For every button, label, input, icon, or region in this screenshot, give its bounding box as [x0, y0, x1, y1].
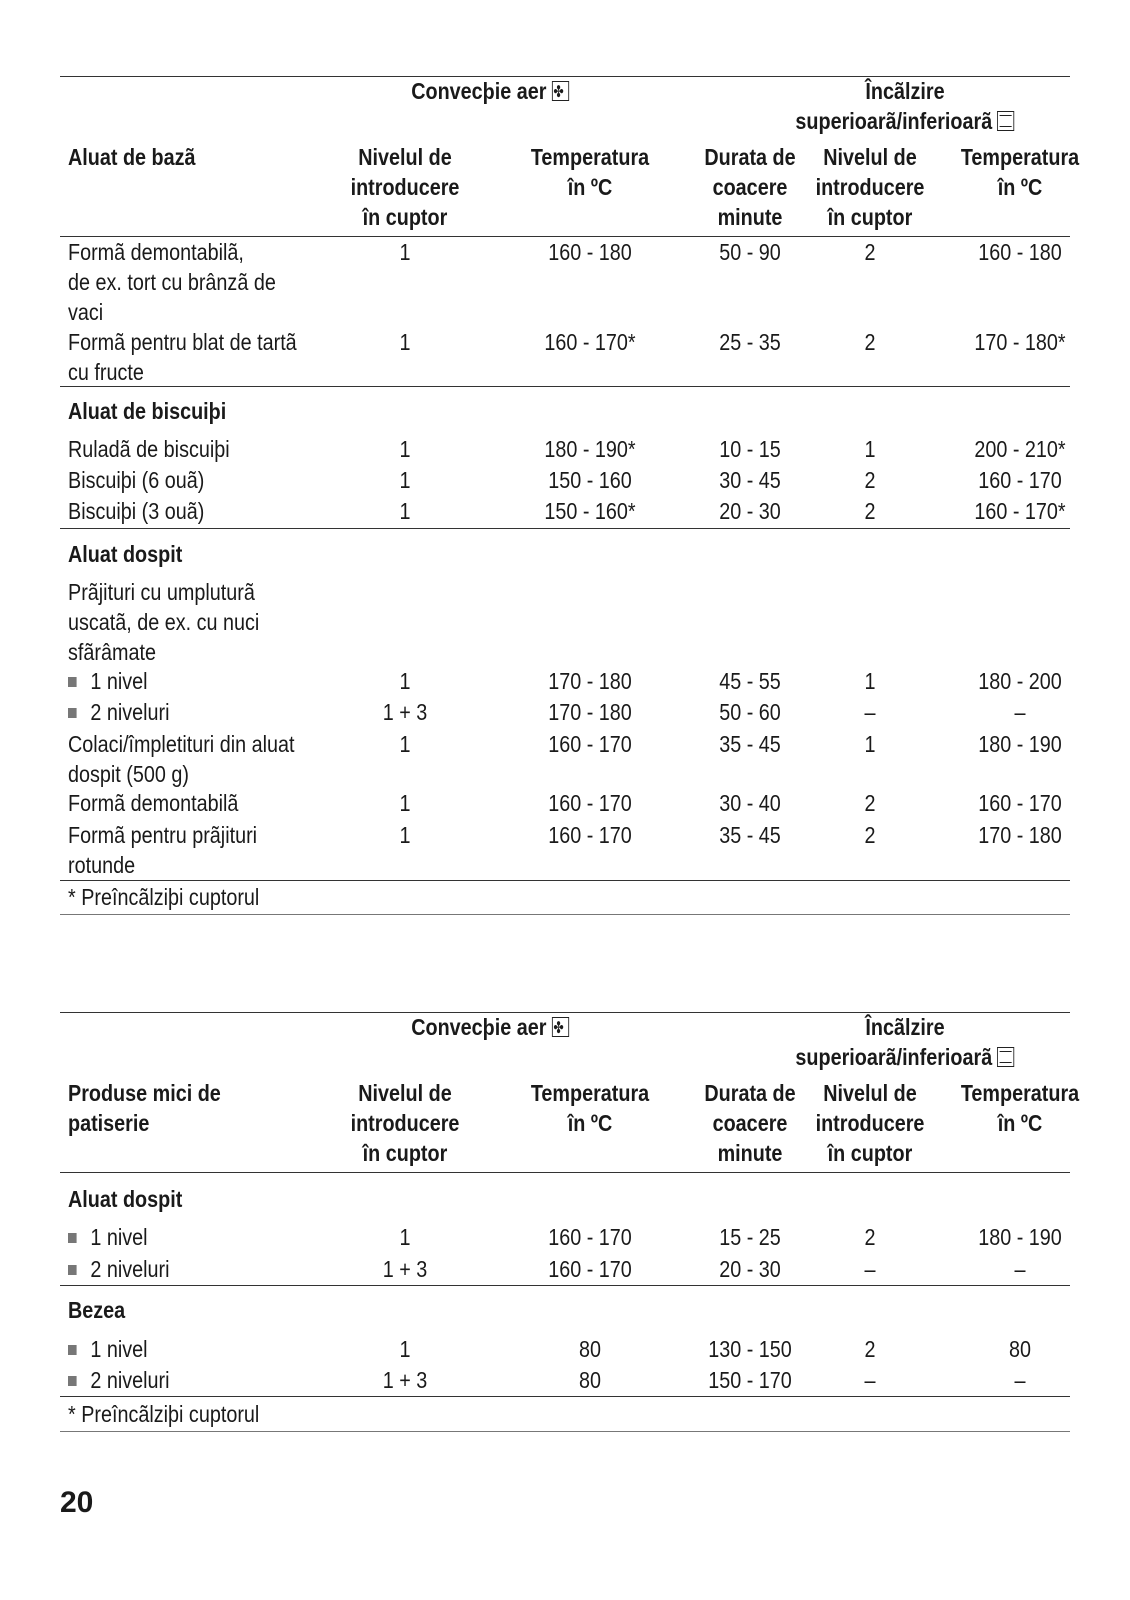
cell: 180 - 200: [978, 668, 1062, 694]
cell: 1: [399, 498, 411, 524]
cell: 130 - 150: [708, 1336, 792, 1362]
topbottom-header: [780, 76, 1029, 136]
cell: 20 - 30: [719, 1256, 781, 1282]
cell: 50 - 90: [719, 239, 781, 265]
topbottom-label-1: Încãlzire: [865, 1014, 945, 1040]
cell: 2: [864, 790, 876, 816]
fan-icon: [552, 1017, 569, 1037]
row-label: 1 nivel: [90, 1224, 148, 1250]
section-title: Aluat dospit: [68, 541, 183, 567]
cell: 1: [399, 1224, 411, 1250]
bullet-icon: [68, 708, 77, 718]
cell: 1 + 3: [382, 1256, 428, 1282]
level-header: Nivelul de introducere în cuptor: [350, 1080, 460, 1166]
footnote: * Preîncãlziþi cuptorul: [68, 884, 260, 910]
cell: 1: [864, 731, 876, 757]
cell: –: [1014, 699, 1026, 725]
cell: 45 - 55: [719, 668, 781, 694]
cell: –: [1014, 1367, 1026, 1393]
cell: –: [864, 1256, 876, 1282]
footnote-rule: [60, 1396, 1070, 1397]
cell: 25 - 35: [719, 329, 781, 355]
section-rule: [60, 1285, 1070, 1286]
convection-label: Convecþie aer: [411, 78, 547, 104]
cell: 1: [399, 467, 411, 493]
topbottom-header: [780, 1012, 1029, 1072]
temp-header-2: Temperatura în ºC: [960, 144, 1080, 200]
fan-icon: [552, 81, 569, 101]
cell: 160 - 170: [978, 790, 1062, 816]
section-rule: [60, 528, 1070, 529]
bullet-icon: [68, 1376, 77, 1386]
cell: 150 - 170: [708, 1367, 792, 1393]
cell: 1: [399, 1336, 411, 1362]
table1-title: Aluat de bazã: [68, 144, 196, 170]
cell: 160 - 170: [548, 822, 632, 848]
cell: 50 - 60: [719, 699, 781, 725]
cell: 2: [864, 498, 876, 524]
table-bottom-rule: [60, 914, 1070, 915]
top-bottom-heat-icon: [997, 111, 1014, 131]
cell: 170 - 180*: [974, 329, 1066, 355]
cell: 160 - 170: [548, 1256, 632, 1282]
cell: 1 + 3: [382, 699, 428, 725]
row-label: Formã demontabilã, de ex. tort cu brânzã de vaci: [68, 239, 276, 325]
cell: 160 - 180: [548, 239, 632, 265]
cell: 2: [864, 822, 876, 848]
cell: 150 - 160*: [544, 498, 636, 524]
cell: 1: [399, 329, 411, 355]
table2-title: Produse mici de patiserie: [68, 1080, 221, 1136]
cell: 1: [399, 822, 411, 848]
bullet-icon: [68, 677, 77, 687]
section-title: Aluat de biscuiþi: [68, 398, 227, 424]
convection-header: [378, 1012, 602, 1042]
cell: 80: [1008, 1336, 1032, 1362]
cell: 80: [578, 1336, 602, 1362]
cell: 160 - 170*: [544, 329, 636, 355]
cell: 2: [864, 467, 876, 493]
row-label: Formã demontabilã: [68, 790, 239, 816]
footnote: * Preîncãlziþi cuptorul: [68, 1401, 260, 1427]
cell: 1: [399, 668, 411, 694]
cell: 160 - 170: [548, 1224, 632, 1250]
cell: 35 - 45: [719, 822, 781, 848]
cell: 180 - 190*: [544, 436, 636, 462]
bullet-icon: [68, 1345, 77, 1355]
row-label: Ruladã de biscuiþi: [68, 436, 230, 462]
cell: 160 - 170: [548, 731, 632, 757]
cell: –: [864, 699, 876, 725]
section-rule: [60, 386, 1070, 387]
cell: 200 - 210*: [974, 436, 1066, 462]
cell: 1 + 3: [382, 1367, 428, 1393]
row-label: Prãjituri cu umpluturã uscatã, de ex. cu nuci sfãrâmate: [68, 579, 260, 665]
header-rule: [60, 1172, 1070, 1173]
row-label: 1 nivel: [90, 668, 148, 694]
row-label: Biscuiþi (3 ouã): [68, 498, 205, 524]
page-number: 20: [60, 1486, 94, 1519]
cell: 2: [864, 1224, 876, 1250]
cell: 15 - 25: [719, 1224, 781, 1250]
cell: –: [1014, 1256, 1026, 1282]
cell: 1: [399, 436, 411, 462]
row-label: Biscuiþi (6 ouã): [68, 467, 205, 493]
topbottom-label-2: superioarã/inferioarã: [795, 108, 993, 134]
section-title: Bezea: [68, 1297, 126, 1323]
row-label: 2 niveluri: [90, 1256, 170, 1282]
section-title: Aluat dospit: [68, 1186, 183, 1212]
cell: 170 - 180: [548, 699, 632, 725]
topbottom-label-1: Încãlzire: [865, 78, 945, 104]
top-bottom-heat-icon: [997, 1047, 1014, 1067]
cell: 170 - 180: [548, 668, 632, 694]
temp-header-2: Temperatura în ºC: [960, 1080, 1080, 1136]
level-header-2: Nivelul de introducere în cuptor: [815, 144, 925, 230]
bullet-icon: [68, 1265, 77, 1275]
topbottom-label-2: superioarã/inferioarã: [795, 1044, 993, 1070]
cell: 2: [864, 1336, 876, 1362]
bullet-icon: [68, 1233, 77, 1243]
duration-header: Durata de coacere minute: [704, 1080, 796, 1166]
cell: 160 - 180: [978, 239, 1062, 265]
convection-header: [378, 76, 602, 106]
level-header: Nivelul de introducere în cuptor: [350, 144, 460, 230]
row-label: Formã pentru blat de tartã cu fructe: [68, 329, 297, 385]
cell: 1: [399, 239, 411, 265]
row-label: 1 nivel: [90, 1336, 148, 1362]
cell: 10 - 15: [719, 436, 781, 462]
table-bottom-rule: [60, 1431, 1070, 1432]
duration-header: Durata de coacere minute: [704, 144, 796, 230]
row-label: Formã pentru prãjituri rotunde: [68, 822, 258, 878]
temp-header: Temperatura în ºC: [530, 144, 650, 200]
cell: 160 - 170: [978, 467, 1062, 493]
cell: 1: [864, 436, 876, 462]
cell: 1: [399, 790, 411, 816]
cell: 160 - 170: [548, 790, 632, 816]
row-label: 2 niveluri: [90, 1367, 170, 1393]
cell: 160 - 170*: [974, 498, 1066, 524]
cell: 1: [864, 668, 876, 694]
cell: 170 - 180: [978, 822, 1062, 848]
temp-header: Temperatura în ºC: [530, 1080, 650, 1136]
cell: 20 - 30: [719, 498, 781, 524]
cell: 35 - 45: [719, 731, 781, 757]
cell: 80: [578, 1367, 602, 1393]
cell: 30 - 45: [719, 467, 781, 493]
cell: 180 - 190: [978, 731, 1062, 757]
cell: 1: [399, 731, 411, 757]
row-label: 2 niveluri: [90, 699, 170, 725]
footnote-rule: [60, 880, 1070, 881]
cell: 180 - 190: [978, 1224, 1062, 1250]
cell: 30 - 40: [719, 790, 781, 816]
cell: 2: [864, 329, 876, 355]
row-label: Colaci/împletituri din aluat dospit (500 g): [68, 731, 295, 787]
level-header-2: Nivelul de introducere în cuptor: [815, 1080, 925, 1166]
cell: 150 - 160: [548, 467, 632, 493]
cell: 2: [864, 239, 876, 265]
cell: –: [864, 1367, 876, 1393]
convection-label: Convecþie aer: [411, 1014, 547, 1040]
